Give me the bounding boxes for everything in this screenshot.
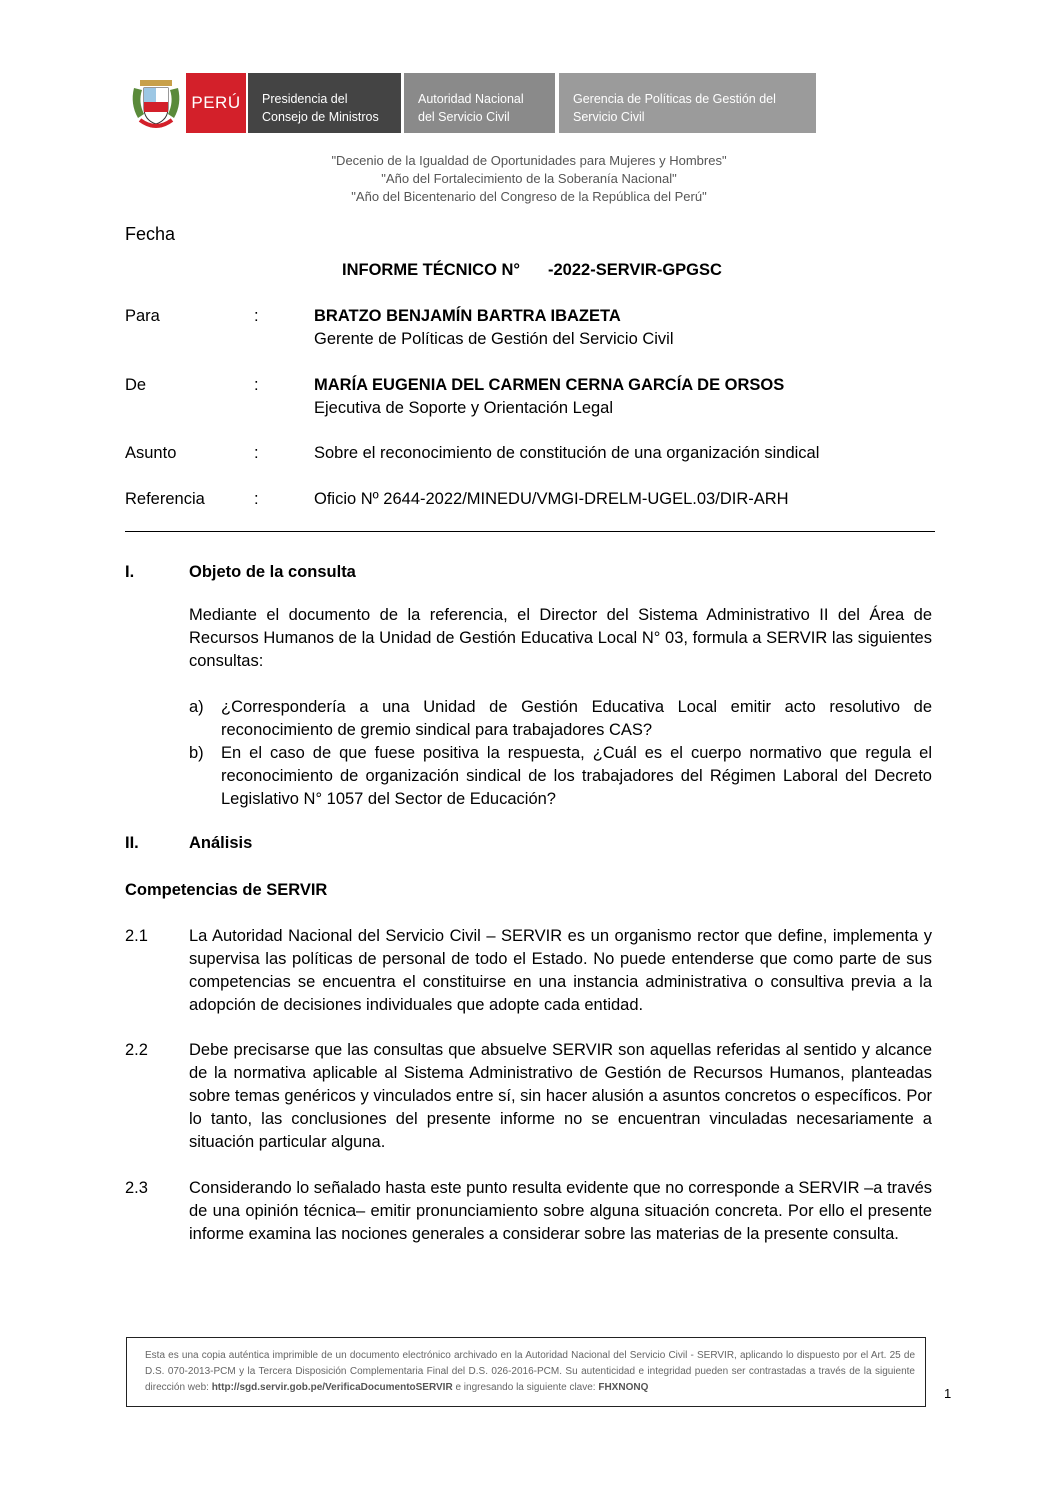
- decenio-line-1: "Decenio de la Igualdad de Oportunidades para Mujeres y Hombres": [331, 153, 727, 168]
- competencias-subtitle: Competencias de SERVIR: [125, 881, 328, 899]
- org-gpgsc-line2: Servicio Civil: [573, 110, 645, 124]
- decenio-line-2: "Año del Fortalecimiento de la Soberanía Nacional": [381, 171, 677, 186]
- org-pcm-line1: Presidencia del: [262, 92, 348, 106]
- para-role: Gerente de Políticas de Gestión del Servicio Civil: [314, 330, 674, 348]
- para-2-1-number: 2.1: [125, 927, 148, 945]
- page-number: 1: [944, 1386, 952, 1401]
- section-2-title: Análisis: [189, 834, 253, 852]
- footer-key-text: e ingresando la siguiente clave:: [455, 1382, 596, 1393]
- item-b-text: En el caso de que fuese positiva la respuesta, ¿Cuál es el cuerpo normativo que regula el reconocimiento de organización sindical de los trabajadores del Régimen Laboral del Decreto Legislativo N° 1057 del Sector de Educación?: [221, 744, 932, 808]
- org-pcm-line2: Consejo de Ministros: [262, 110, 379, 124]
- org-servir-line1: Autoridad Nacional: [418, 92, 524, 106]
- para-2-3-text: Considerando lo señalado hasta este punto resulta evidente que no corresponde a SERVIR –a través de una opinión técnica– emitir pronunciamiento sobre alguna situación concreta. Por ello el presente informe examina las nociones generales a considerar sobre las materias de la presente consulta.: [189, 1179, 932, 1243]
- para-label: Para: [125, 307, 160, 325]
- footer-url[interactable]: http://sgd.servir.gob.pe/VerificaDocumentoSERVIR: [211, 1382, 453, 1393]
- section-1-intro: Mediante el documento de la referencia, el Director del Sistema Administrativo II del Área de Recursos Humanos de la Unidad de Gestión Educativa Local N° 03, formula a SERVIR las siguientes consultas:: [189, 606, 932, 670]
- report-title-left: INFORME TÉCNICO N°: [342, 261, 521, 279]
- para-2-2-number: 2.2: [125, 1041, 148, 1059]
- asunto-label: Asunto: [125, 444, 177, 462]
- asunto-colon: :: [254, 444, 259, 462]
- referencia-colon: :: [254, 490, 259, 508]
- section-1-number: I.: [125, 563, 135, 581]
- para-2-1-text: La Autoridad Nacional del Servicio Civil – SERVIR es un organismo rector que define, implementa y supervisa las políticas de personal de todo el Estado. No puede entenderse que como parte de sus competencias se encuentra el constituirse en una instancia administrativa o consultiva previa a la adopción de decisiones individuales que adopte cada entidad.: [189, 927, 932, 1014]
- authenticity-footer: [126, 1337, 926, 1407]
- header-divider: [125, 531, 935, 532]
- org-servir: [404, 73, 555, 133]
- section-2-number: II.: [125, 834, 139, 852]
- report-title-right: -2022-SERVIR-GPGSC: [548, 261, 722, 279]
- coat-of-arms-logo: [130, 74, 182, 134]
- footer-text: Esta es una copia auténtica imprimible de un documento electrónico archivado en la Autoridad Nacional del Servicio Civil - SERVIR, aplicando lo dispuesto por el Art. 25 de D.S. 070-2013-PCM y la Tercera Disposición Complementaria Final del D.S. 026-2016-PCM. Su autenticidad e integridad pueden ser contrastadas a través de la siguiente dirección web:: [145, 1350, 915, 1393]
- referencia-label: Referencia: [125, 490, 205, 508]
- section-1-title: Objeto de la consulta: [189, 563, 356, 581]
- item-b-marker: b): [189, 744, 204, 762]
- de-role: Ejecutiva de Soporte y Orientación Legal: [314, 399, 614, 417]
- footer-key: FHXNONQ: [598, 1382, 649, 1393]
- decenio-line-3: "Año del Bicentenario del Congreso de la República del Perú": [351, 189, 707, 204]
- para-2-2-text: Debe precisarse que las consultas que absuelve SERVIR son aquellas referidas al sentido y alcance de la normativa aplicable al Sistema Administrativo de Gestión de Recursos Humanos, planteadas sobre temas genéricos y vinculados entre sí, sin hacer alusión a asuntos concretos o específicos. Por lo tanto, las conclusiones del presente informe no se encuentran vinculadas necesariamente a situación particular alguna.: [189, 1041, 932, 1151]
- para-2-3-number: 2.3: [125, 1179, 148, 1197]
- org-gpgsc-line1: Gerencia de Políticas de Gestión del: [573, 92, 776, 106]
- peru-brand-label: PERÚ: [191, 93, 241, 112]
- peru-brand-box: [186, 73, 246, 133]
- fecha-label: Fecha: [125, 224, 176, 244]
- de-name: MARÍA EUGENIA DEL CARMEN CERNA GARCÍA DE ORSOS: [314, 376, 785, 394]
- org-pcm: [248, 73, 401, 133]
- para-colon: :: [254, 307, 259, 325]
- de-label: De: [125, 376, 147, 394]
- item-a-text: ¿Correspondería a una Unidad de Gestión Educativa Local emitir acto resolutivo de reconocimiento de gremio sindical para trabajadores CAS?: [221, 698, 932, 739]
- para-name: BRATZO BENJAMÍN BARTRA IBAZETA: [314, 307, 621, 325]
- de-colon: :: [254, 376, 259, 394]
- asunto-value: Sobre el reconocimiento de constitución de una organización sindical: [314, 444, 820, 462]
- referencia-value: Oficio Nº 2644-2022/MINEDU/VMGI-DRELM-UGEL.03/DIR-ARH: [314, 490, 789, 508]
- item-a-marker: a): [189, 698, 204, 716]
- org-servir-line2: del Servicio Civil: [418, 110, 510, 124]
- org-gpgsc: [559, 73, 816, 133]
